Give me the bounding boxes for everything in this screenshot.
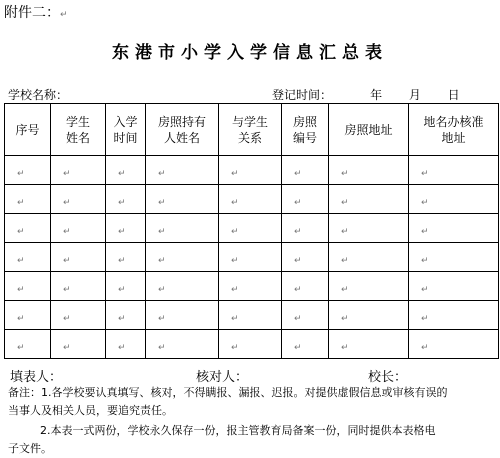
paragraph-mark-icon: ↵ (421, 255, 429, 266)
paragraph-mark-icon: ↵ (158, 226, 166, 237)
table-cell[interactable] (329, 156, 409, 185)
paragraph-mark-icon: ↵ (17, 284, 25, 295)
column-header (5, 104, 51, 156)
day-label: 日 (447, 88, 460, 102)
table-cell[interactable] (282, 156, 329, 185)
paragraph-mark-icon: ↵ (63, 168, 71, 179)
paragraph-mark-icon: ↵ (158, 284, 166, 295)
paragraph-mark-icon: ↵ (294, 313, 302, 324)
table-cell[interactable] (409, 185, 499, 214)
column-header-label: 房照地址 (344, 122, 393, 137)
table-cell[interactable] (219, 301, 282, 330)
paragraph-mark-icon: ↵ (158, 255, 166, 266)
paragraph-mark-icon: ↵ (341, 255, 349, 266)
table-cell[interactable] (219, 214, 282, 243)
paragraph-mark-icon: ↵ (341, 342, 349, 353)
table-cell[interactable] (282, 301, 329, 330)
table-cell[interactable] (146, 330, 219, 359)
paragraph-mark-icon: ↵ (421, 226, 429, 237)
paragraph-mark-icon: ↵ (294, 342, 302, 353)
table-row (5, 156, 499, 185)
table-cell[interactable] (409, 301, 499, 330)
paragraph-mark-icon: ↵ (63, 313, 71, 324)
paragraph-mark-icon: ↵ (231, 197, 239, 208)
note-2-continued: 子文件。 (8, 442, 52, 455)
table-cell[interactable] (409, 214, 499, 243)
paragraph-mark-icon: ↵ (341, 197, 349, 208)
paragraph-mark-icon: ↵ (118, 255, 126, 266)
table-header-row (5, 104, 499, 156)
paragraph-mark-icon: ↵ (158, 168, 166, 179)
paragraph-mark-icon: ↵ (231, 313, 239, 324)
page-title: 东港市小学入学信息汇总表 (112, 43, 388, 63)
table-cell[interactable] (329, 185, 409, 214)
table-cell[interactable] (409, 156, 499, 185)
table-cell[interactable] (51, 214, 106, 243)
table-cell[interactable] (51, 185, 106, 214)
register-time-label: 登记时间： (272, 88, 333, 102)
table-cell[interactable] (51, 330, 106, 359)
paragraph-mark-icon: ↵ (421, 342, 429, 353)
paragraph-mark-icon: ↵ (158, 342, 166, 353)
table-cell[interactable] (106, 156, 146, 185)
table-cell[interactable] (282, 214, 329, 243)
column-header-label: 序号 (15, 122, 40, 137)
paragraph-mark-icon: ↵ (118, 342, 126, 353)
table-cell[interactable] (219, 272, 282, 301)
table-cell[interactable] (146, 156, 219, 185)
column-header (282, 104, 329, 156)
table-cell[interactable] (5, 272, 51, 301)
table-cell[interactable] (282, 243, 329, 272)
table-cell[interactable] (106, 243, 146, 272)
table-cell[interactable] (282, 272, 329, 301)
table-cell[interactable] (106, 185, 146, 214)
column-header-label: 学生 姓名 (65, 114, 90, 145)
paragraph-mark-icon: ↵ (118, 168, 126, 179)
paragraph-mark-icon: ↵ (63, 197, 71, 208)
attachment-label-text: 附件二： (4, 5, 60, 21)
paragraph-mark-icon: ↵ (17, 255, 25, 266)
paragraph-mark-icon: ↵ (17, 197, 25, 208)
paragraph-mark-icon: ↵ (341, 313, 349, 324)
paragraph-mark-icon: ↵ (294, 284, 302, 295)
table-row (5, 243, 499, 272)
column-header-label: 地名办核准 地址 (423, 114, 484, 145)
column-header-label: 房照 编号 (292, 114, 317, 145)
table-cell[interactable] (329, 330, 409, 359)
column-header (146, 104, 219, 156)
paragraph-mark-icon: ↵ (63, 255, 71, 266)
column-header (219, 104, 282, 156)
paragraph-mark-icon: ↵ (63, 226, 71, 237)
note-2: 2.本表一式两份，学校永久保存一份，报主管教育局备案一份，同时提供本表格电 (40, 424, 436, 437)
month-label: 月 (408, 88, 421, 102)
register-time (272, 86, 460, 103)
table-cell[interactable] (5, 185, 51, 214)
paragraph-mark-icon: ↵ (421, 197, 429, 208)
table-cell[interactable] (51, 272, 106, 301)
table-cell[interactable] (51, 243, 106, 272)
table-row (5, 301, 499, 330)
paragraph-mark-icon: ↵ (118, 226, 126, 237)
table-cell[interactable] (409, 243, 499, 272)
table-row (5, 272, 499, 301)
column-header (51, 104, 106, 156)
table-cell[interactable] (5, 301, 51, 330)
paragraph-mark-icon: ↵ (60, 10, 68, 20)
table-cell[interactable] (329, 272, 409, 301)
paragraph-mark-icon: ↵ (17, 342, 25, 353)
table-cell[interactable] (219, 185, 282, 214)
paragraph-mark-icon: ↵ (421, 284, 429, 295)
table-cell[interactable] (106, 214, 146, 243)
table-cell[interactable] (5, 214, 51, 243)
table-cell[interactable] (106, 301, 146, 330)
paragraph-mark-icon: ↵ (118, 197, 126, 208)
paragraph-mark-icon: ↵ (17, 168, 25, 179)
table-row (5, 330, 499, 359)
paragraph-mark-icon: ↵ (341, 226, 349, 237)
paragraph-mark-icon: ↵ (341, 168, 349, 179)
paragraph-mark-icon: ↵ (63, 342, 71, 353)
paragraph-mark-icon: ↵ (118, 313, 126, 324)
table-cell[interactable] (409, 330, 499, 359)
paragraph-mark-icon: ↵ (158, 313, 166, 324)
table-row (5, 214, 499, 243)
table-cell[interactable] (5, 243, 51, 272)
table-cell[interactable] (106, 272, 146, 301)
table-cell[interactable] (219, 243, 282, 272)
paragraph-mark-icon: ↵ (231, 226, 239, 237)
enrollment-table (4, 103, 499, 359)
column-header (409, 104, 499, 156)
attachment-label (4, 2, 68, 22)
paragraph-mark-icon: ↵ (118, 284, 126, 295)
table-cell[interactable] (409, 272, 499, 301)
table-cell[interactable] (51, 156, 106, 185)
paragraph-mark-icon: ↵ (231, 168, 239, 179)
paragraph-mark-icon: ↵ (294, 168, 302, 179)
table-cell[interactable] (329, 301, 409, 330)
paragraph-mark-icon: ↵ (294, 255, 302, 266)
table-cell[interactable] (146, 185, 219, 214)
column-header-label: 房照持有 人姓名 (157, 114, 206, 145)
filler-label: 填表人： (10, 370, 63, 385)
column-header (329, 104, 409, 156)
note-1: 备注：1.各学校要认真填写、核对，不得瞒报、漏报、迟报。对提供虚假信息或审核有误的 (8, 386, 448, 399)
table-cell[interactable] (219, 156, 282, 185)
table-cell[interactable] (329, 214, 409, 243)
paragraph-mark-icon: ↵ (421, 168, 429, 179)
column-header-label: 入学 时间 (113, 114, 138, 145)
principal-label: 校长： (368, 370, 408, 385)
paragraph-mark-icon: ↵ (231, 255, 239, 266)
table-cell[interactable] (146, 243, 219, 272)
table-cell[interactable] (146, 301, 219, 330)
paragraph-mark-icon: ↵ (294, 226, 302, 237)
checker-label: 核对人： (196, 370, 249, 385)
paragraph-mark-icon: ↵ (17, 226, 25, 237)
school-name-label: 学校名称： (8, 88, 69, 102)
table-row (5, 185, 499, 214)
column-header-label: 与学生 关系 (231, 114, 268, 145)
table-cell[interactable] (146, 214, 219, 243)
paragraph-mark-icon: ↵ (63, 284, 71, 295)
paragraph-mark-icon: ↵ (158, 197, 166, 208)
table-cell[interactable] (329, 243, 409, 272)
table-cell[interactable] (282, 330, 329, 359)
table-body (5, 156, 499, 359)
table-cell[interactable] (5, 330, 51, 359)
year-label: 年 (370, 88, 383, 102)
table-cell[interactable] (51, 301, 106, 330)
paragraph-mark-icon: ↵ (294, 197, 302, 208)
paragraph-mark-icon: ↵ (231, 284, 239, 295)
table-cell[interactable] (282, 185, 329, 214)
paragraph-mark-icon: ↵ (17, 313, 25, 324)
table-cell[interactable] (5, 156, 51, 185)
column-header (106, 104, 146, 156)
table-cell[interactable] (146, 272, 219, 301)
paragraph-mark-icon: ↵ (421, 313, 429, 324)
table-cell[interactable] (106, 330, 146, 359)
paragraph-mark-icon: ↵ (231, 342, 239, 353)
table-cell[interactable] (219, 330, 282, 359)
note-1-continued: 当事人及相关人员，要追究责任。 (8, 404, 173, 417)
paragraph-mark-icon: ↵ (341, 284, 349, 295)
